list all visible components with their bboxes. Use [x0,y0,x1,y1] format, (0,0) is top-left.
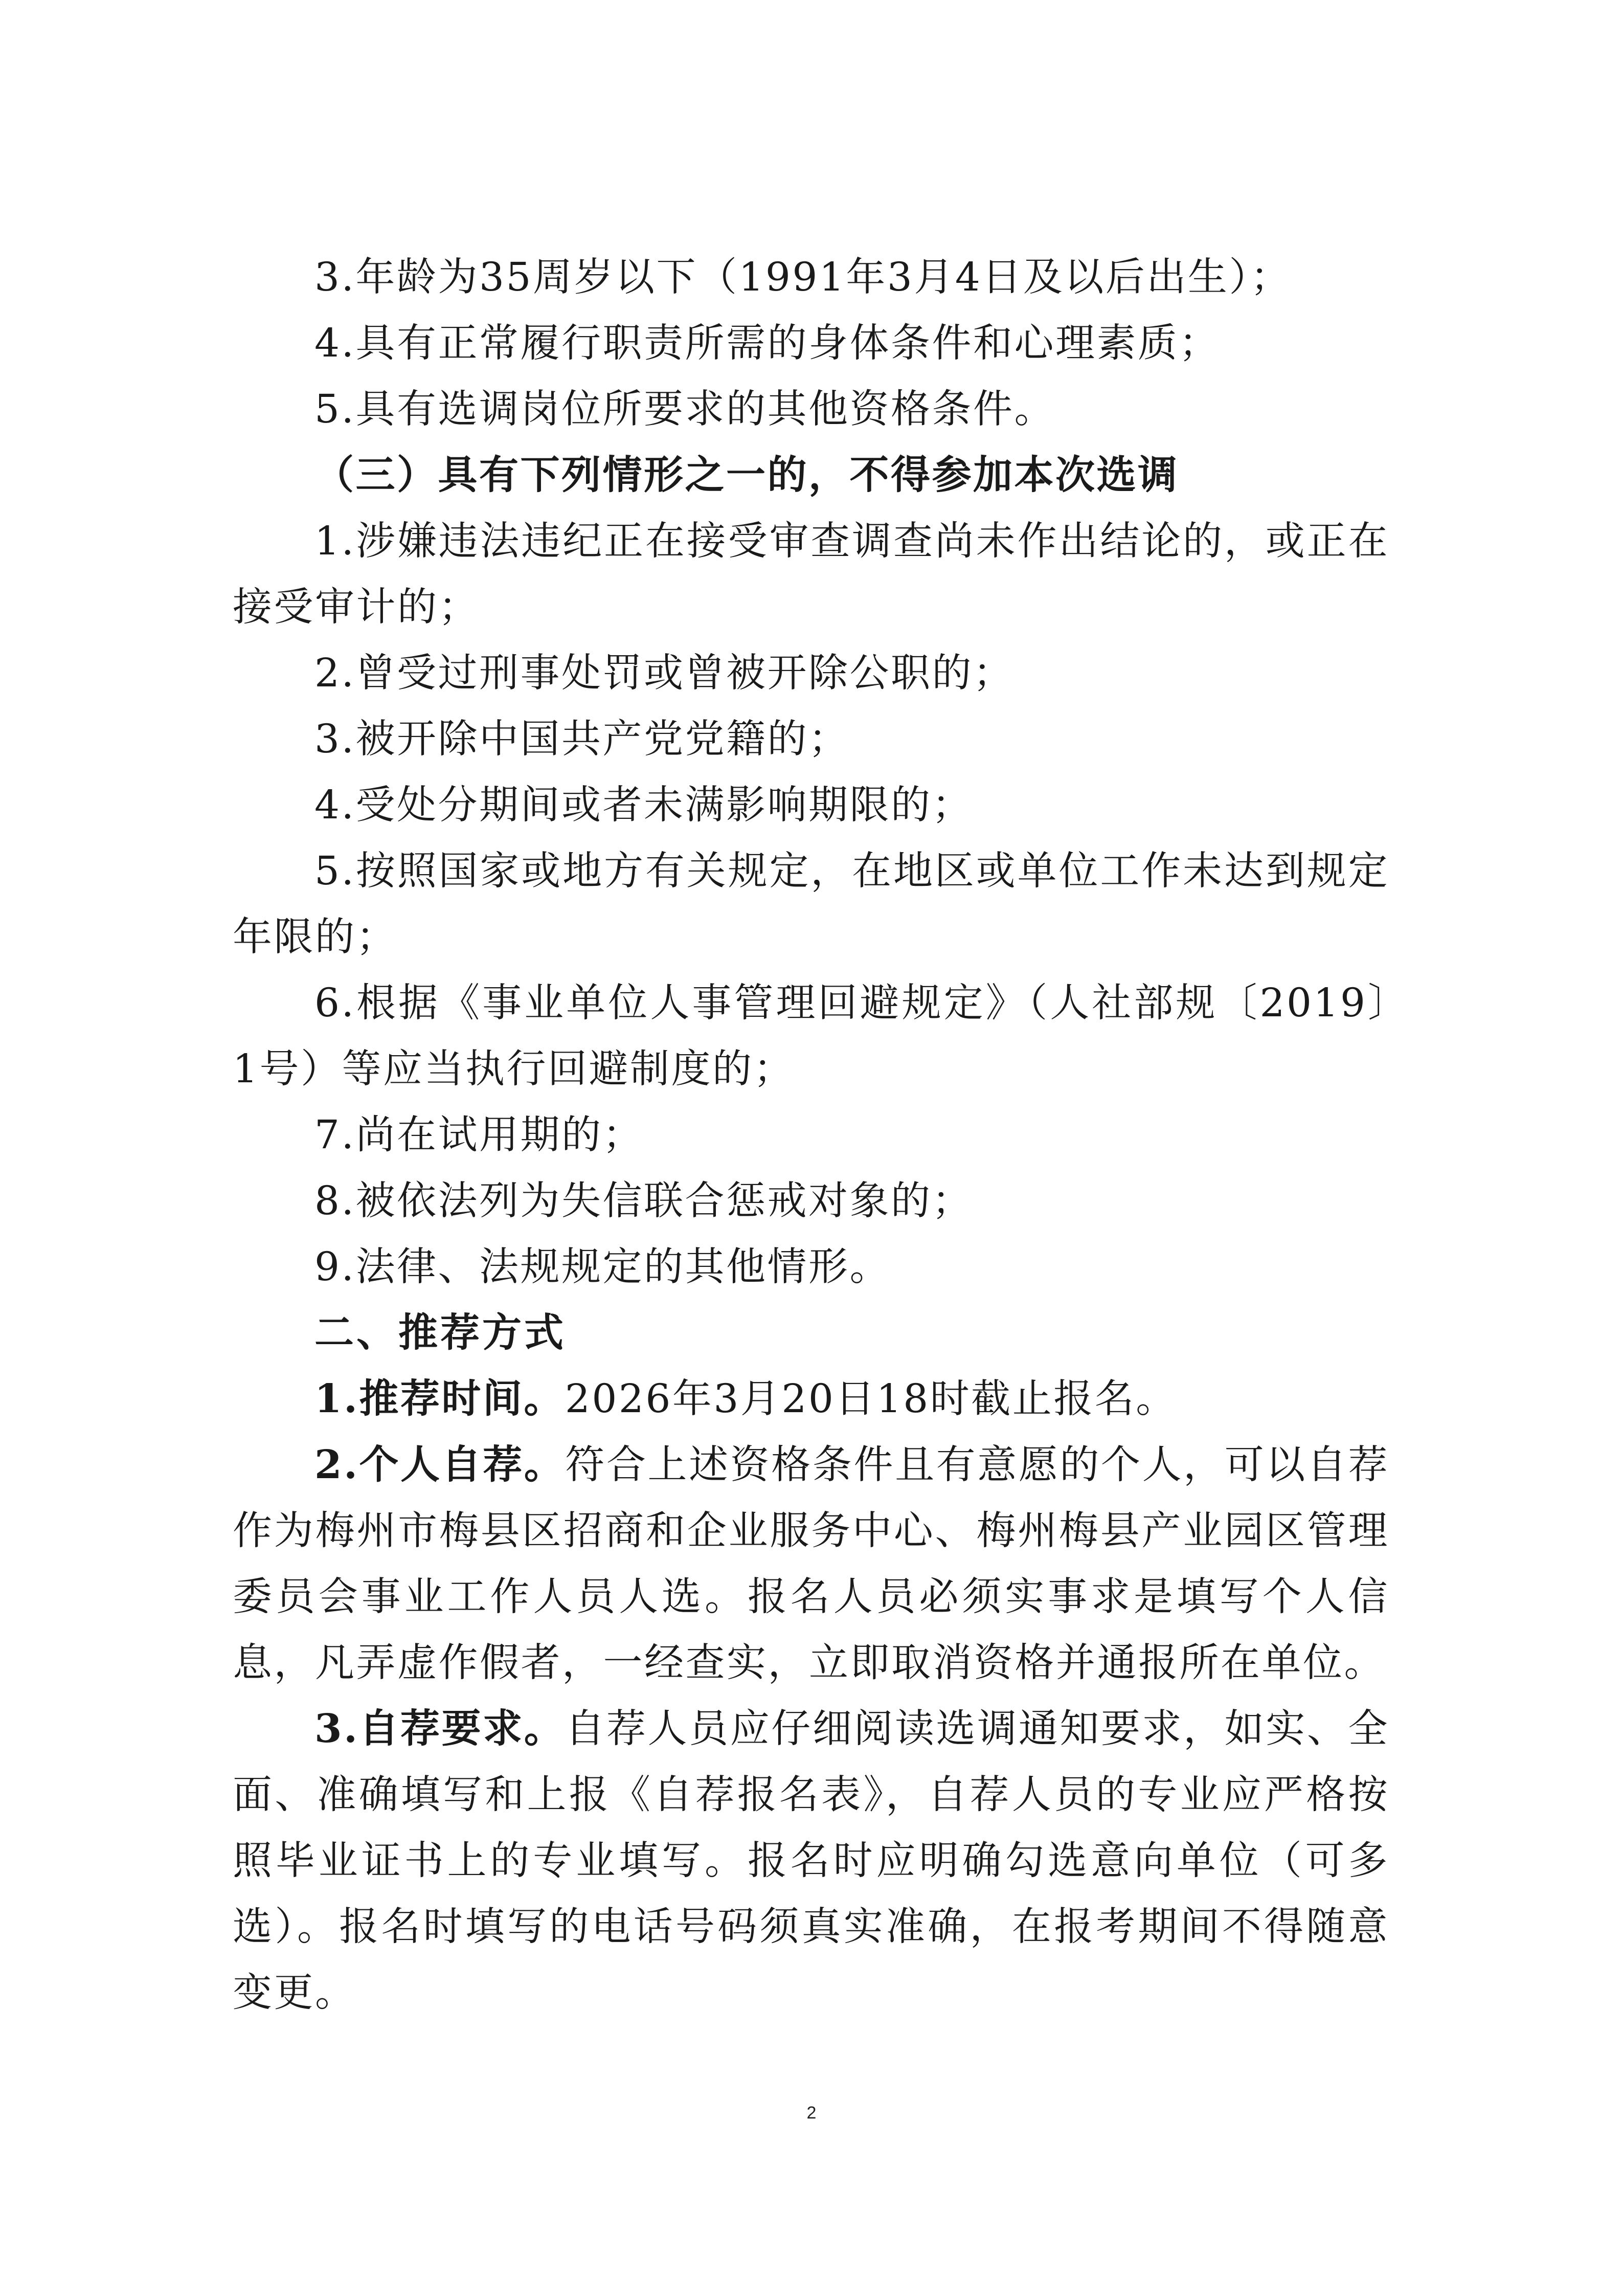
paragraph-text: 自荐人员应仔细阅读选调通知要求，如实、全面、准确填写和上报《自荐报名表》，自荐人员的专业应严格按照毕业证书上的专业填写。报名时应明确勾选意向单位（可多选）。报名时填写的电话号码须真实准确，在报考期间不得随意变更。 [233,1706,1389,2016]
paragraph-text: 2026年3月20日18时截止报名。 [565,1376,1177,1422]
exclusion-item-9 [233,1234,1389,1300]
paragraph-text: 4.具有正常履行职责所需的身体条件和心理素质； [314,321,1220,366]
exclusion-item-1 [233,508,1389,640]
paragraph-text: 5.具有选调岗位所要求的其他资格条件。 [314,387,1055,432]
paragraph-text: 3.被开除中国共产党党籍的； [314,717,850,762]
exclusion-item-5 [233,838,1389,970]
recommendation-item-time [233,1366,1389,1432]
paragraph-text: 6.根据《事业单位人事管理回避规定》（人社部规〔2019〕1号）等应当执行回避制度的； [233,980,1389,1092]
paragraph-lead: 3.自荐要求。 [314,1706,566,1752]
paragraph-text: 8.被依法列为失信联合惩戒对象的； [314,1178,973,1224]
paragraph-lead: 2.个人自荐。 [314,1442,566,1488]
exclusion-item-7 [233,1102,1389,1168]
exclusion-item-8 [233,1168,1389,1234]
subsection-heading-text: （三）具有下列情形之一的，不得参加本次选调 [314,452,1179,498]
section-heading-recommendation [233,1300,1389,1366]
paragraph-text: 3.年龄为35周岁以下（1991年3月4日及以后出生）； [314,255,1292,300]
eligibility-item-health [233,310,1389,376]
eligibility-item-age [233,244,1389,310]
paragraph-text: 1.涉嫌违法违纪正在接受审查调查尚未作出结论的，或正在接受审计的； [233,519,1389,630]
eligibility-item-other [233,376,1389,442]
section-heading-text: 二、推荐方式 [314,1310,566,1356]
exclusion-item-2 [233,640,1389,706]
page-number: 2 [806,2103,817,2123]
exclusion-item-3 [233,706,1389,772]
exclusion-item-4 [233,772,1389,838]
subsection-heading-exclusions [233,442,1389,508]
paragraph-text: 7.尚在试用期的； [314,1112,644,1158]
paragraph-text: 4.受处分期间或者未满影响期限的； [314,783,973,828]
recommendation-item-requirements [233,1696,1389,2026]
paragraph-text: 2.曾受过刑事处罚或曾被开除公职的； [314,651,1015,696]
document-body [233,244,1389,2026]
paragraph-text: 5.按照国家或地方有关规定，在地区或单位工作未达到规定年限的； [233,849,1389,960]
recommendation-item-self-nomination [233,1432,1389,1696]
paragraph-text: 9.法律、法规规定的其他情形。 [314,1244,891,1290]
paragraph-text: 符合上述资格条件且有意愿的个人，可以自荐作为梅州市梅县区招商和企业服务中心、梅州梅县产业园区管理委员会事业工作人员人选。报名人员必须实事求是填写个人信息，凡弄虚作假者，一经查实，立即取消资格并通报所在单位。 [233,1442,1389,1686]
exclusion-item-6 [233,970,1389,1102]
paragraph-lead: 1.推荐时间。 [314,1376,565,1422]
